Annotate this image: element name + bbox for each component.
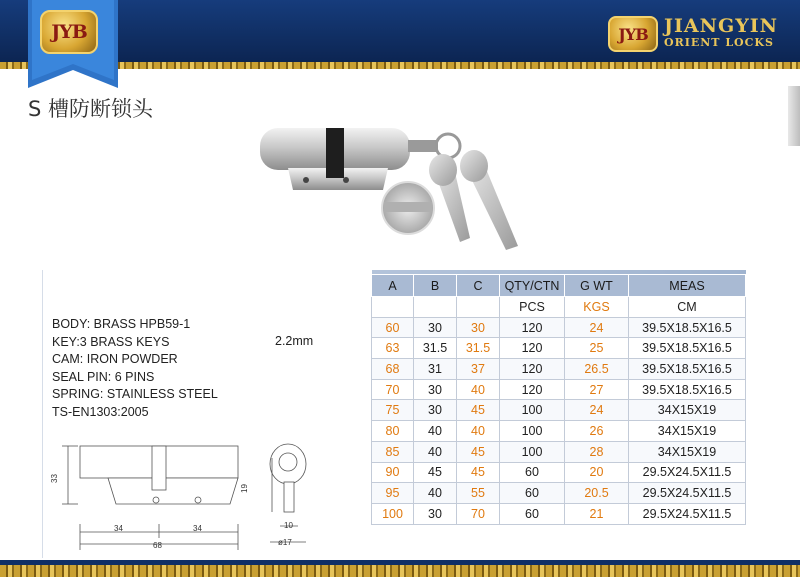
table-cell: 30 <box>414 503 457 524</box>
table-cell: 40 <box>414 421 457 442</box>
table-cell: 29.5X24.5X11.5 <box>629 503 746 524</box>
column-header: MEAS <box>629 275 746 297</box>
table-cell: 40 <box>457 421 500 442</box>
spec-seal-pin: SEAL PIN: 6 PINS <box>52 369 155 384</box>
technical-drawing <box>48 438 348 554</box>
table-cell: 90 <box>372 462 414 483</box>
dim-half-left: 34 <box>114 524 123 533</box>
dim-total: 68 <box>153 541 162 550</box>
table-cell: 21 <box>565 503 629 524</box>
table-row <box>372 379 746 400</box>
product-photo <box>248 108 538 270</box>
unit-cell: KGS <box>565 297 629 318</box>
table-cell: 24 <box>565 400 629 421</box>
table-row <box>372 483 746 504</box>
table-row <box>372 338 746 359</box>
page-title: S 槽防断锁头 <box>28 97 154 121</box>
unit-cell <box>372 297 414 318</box>
table-cell: 37 <box>457 359 500 380</box>
table-cell: 25 <box>565 338 629 359</box>
table-cell: 34X15X19 <box>629 441 746 462</box>
table-cell: 40 <box>414 483 457 504</box>
unit-cell: PCS <box>500 297 565 318</box>
table-cell: 95 <box>372 483 414 504</box>
thickness-value: 2.2mm <box>275 334 314 348</box>
table-cell: 120 <box>500 338 565 359</box>
table-row <box>372 317 746 338</box>
table-cell: 85 <box>372 441 414 462</box>
table-cell: 60 <box>500 503 565 524</box>
table-cell: 24 <box>565 317 629 338</box>
decorative-strip <box>788 86 800 146</box>
unit-cell <box>414 297 457 318</box>
table-cell: 70 <box>372 379 414 400</box>
table-cell: 39.5X18.5X16.5 <box>629 379 746 400</box>
table-row <box>372 462 746 483</box>
table-cell: 120 <box>500 379 565 400</box>
table-cell: 70 <box>457 503 500 524</box>
table-cell: 45 <box>414 462 457 483</box>
brand-name: JIANGYIN <box>664 15 779 37</box>
units-row <box>372 297 746 318</box>
dim-height: 33 <box>49 474 59 483</box>
column-header: QTY/CTN <box>500 275 565 297</box>
table-cell: 60 <box>372 317 414 338</box>
spec-spring: SPRING: STAINLESS STEEL <box>52 387 218 401</box>
table-cell: 60 <box>500 462 565 483</box>
column-header: C <box>457 275 500 297</box>
table-cell: 27 <box>565 379 629 400</box>
table-cell: 28 <box>565 441 629 462</box>
table-cell: 39.5X18.5X16.5 <box>629 359 746 380</box>
spec-key: KEY:3 BRASS KEYS <box>52 334 170 349</box>
footer-gold-border <box>0 565 800 577</box>
table-cell: 45 <box>457 441 500 462</box>
spec-list <box>52 316 218 421</box>
table-cell: 39.5X18.5X16.5 <box>629 317 746 338</box>
table-cell: 40 <box>414 441 457 462</box>
table-cell: 120 <box>500 317 565 338</box>
table-cell: 30 <box>457 317 500 338</box>
table-cell: 40 <box>457 379 500 400</box>
table-cell: 55 <box>457 483 500 504</box>
dim-inner-height: 19 <box>239 484 249 493</box>
unit-cell <box>457 297 500 318</box>
table-cell: 31 <box>414 359 457 380</box>
table-cell: 30 <box>414 400 457 421</box>
table-cell: 100 <box>500 441 565 462</box>
spec-cam: CAM: IRON POWDER <box>52 352 178 366</box>
table-cell: 29.5X24.5X11.5 <box>629 483 746 504</box>
table-cell: 26 <box>565 421 629 442</box>
logo-badge: JYB <box>40 10 98 54</box>
table-cell: 68 <box>372 359 414 380</box>
column-header: B <box>414 275 457 297</box>
table-header-row <box>372 275 746 297</box>
table-cell: 120 <box>500 359 565 380</box>
table-cell: 80 <box>372 421 414 442</box>
table-row <box>372 503 746 524</box>
table-cell: 26.5 <box>565 359 629 380</box>
dim-cam-width: 10 <box>284 521 293 530</box>
table-cell: 100 <box>372 503 414 524</box>
brand-badge: JYB <box>608 16 658 52</box>
table-cell: 31.5 <box>457 338 500 359</box>
table-row <box>372 359 746 380</box>
table-cell: 100 <box>500 421 565 442</box>
table-cell: 30 <box>414 379 457 400</box>
table-cell: 45 <box>457 462 500 483</box>
dim-half-right: 34 <box>193 524 202 533</box>
spec-standard: TS-EN1303:2005 <box>52 404 149 419</box>
table-cell: 30 <box>414 317 457 338</box>
table-cell: 39.5X18.5X16.5 <box>629 338 746 359</box>
table-cell: 20 <box>565 462 629 483</box>
table-cell: 29.5X24.5X11.5 <box>629 462 746 483</box>
table-cell: 34X15X19 <box>629 421 746 442</box>
column-header: G WT <box>565 275 629 297</box>
table-cell: 63 <box>372 338 414 359</box>
table-cell: 34X15X19 <box>629 400 746 421</box>
spec-body: BODY: BRASS HPB59-1 <box>52 317 191 331</box>
dim-diameter: ø17 <box>278 538 292 547</box>
table-cell: 75 <box>372 400 414 421</box>
table-cell: 100 <box>500 400 565 421</box>
table-row <box>372 400 746 421</box>
header-gold-border <box>0 62 800 69</box>
spec-table <box>371 274 746 525</box>
table-cell: 31.5 <box>414 338 457 359</box>
table-cell: 20.5 <box>565 483 629 504</box>
brand-subtitle: ORIENT LOCKS <box>664 36 774 49</box>
column-header: A <box>372 275 414 297</box>
table-row <box>372 441 746 462</box>
table-cell: 45 <box>457 400 500 421</box>
unit-cell: CM <box>629 297 746 318</box>
table-row <box>372 421 746 442</box>
table-cell: 60 <box>500 483 565 504</box>
